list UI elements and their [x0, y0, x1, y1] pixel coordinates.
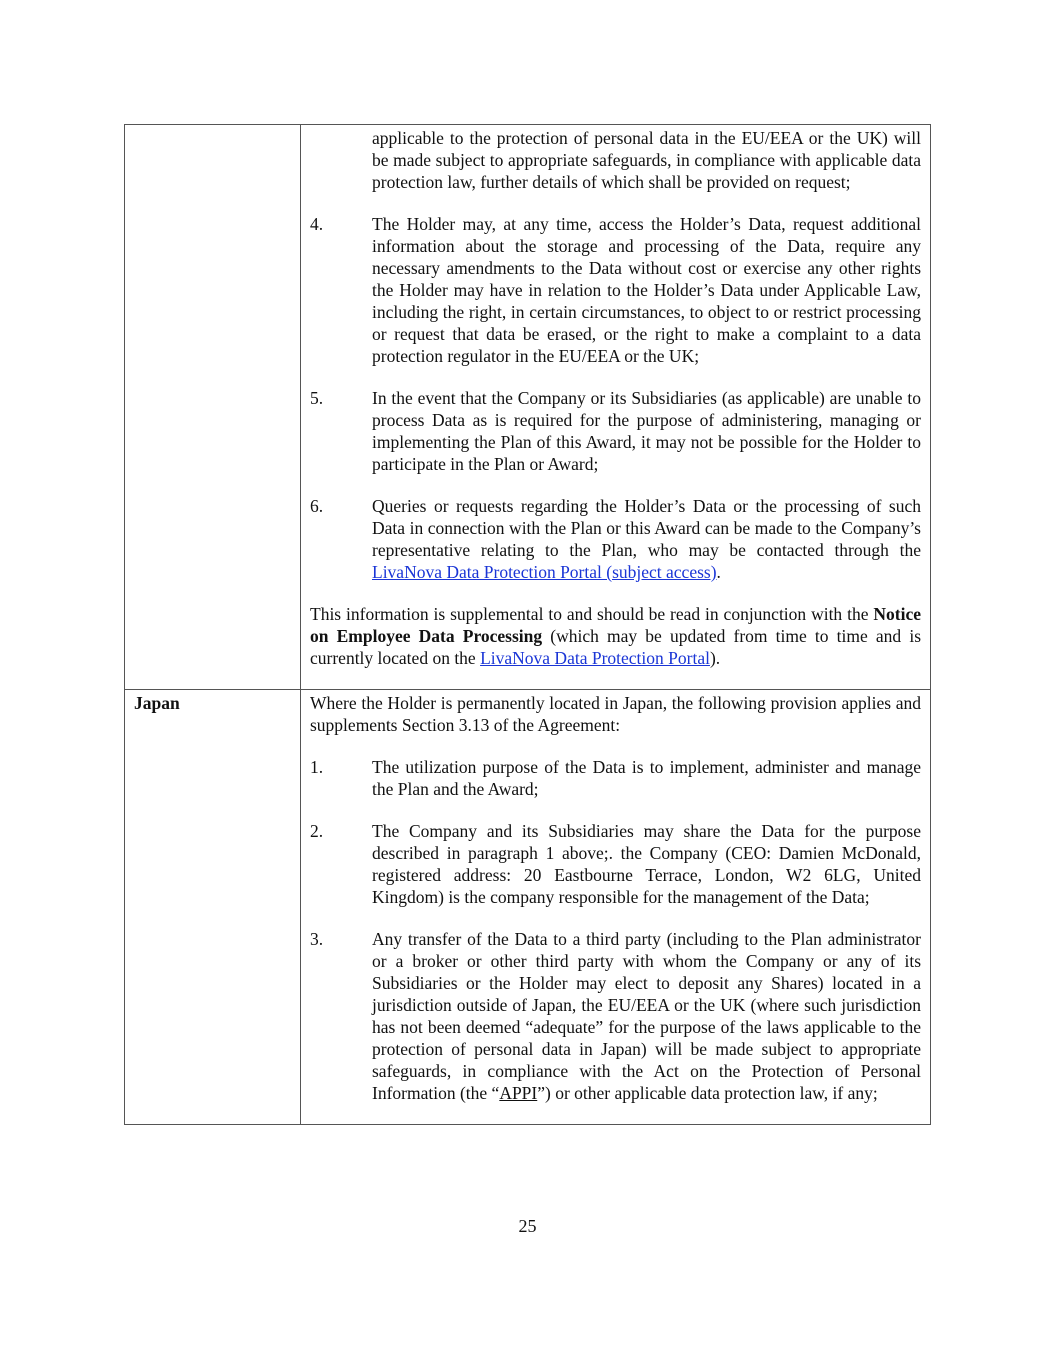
- item-number: 1.: [310, 757, 324, 777]
- country-cell: [125, 125, 301, 690]
- item-number: 4.: [310, 214, 324, 234]
- list-item: [310, 213, 921, 367]
- data-protection-portal-link[interactable]: LivaNova Data Protection Portal: [480, 648, 710, 668]
- list-item: [310, 928, 921, 1104]
- table-row: [125, 125, 931, 690]
- list-item: [310, 387, 921, 475]
- list-item: [310, 756, 921, 800]
- item-number: 6.: [310, 496, 324, 516]
- table-row: [125, 690, 931, 1125]
- item-number: 3.: [310, 929, 324, 949]
- list-item: [310, 820, 921, 908]
- item-text: Any transfer of the Data to a third party (including to the Plan administrator or a broker or other third party with whom the Company or any of its Subsidiaries or the Holder may elect to deposit any Shares) located in a jurisdiction outside of Japan, the EU/EEA or the UK (where such jurisdiction has not been deemed “adequate” for the purpose of the laws applicable to the protection of personal data in Japan) will be made subject to appropriate safeguards, in compliance with the Act on the Protection of Personal Information (the “APPI”) or other applicable data protection law, if any;: [372, 929, 921, 1103]
- provision-cell: [301, 690, 931, 1125]
- continued-paragraph: applicable to the protection of personal data in the EU/EEA or the UK) will be made subject to appropriate safeguards, in compliance with applicable data protection law, further details of which shall be provided on request;: [372, 128, 921, 192]
- country-name: [125, 125, 300, 127]
- item-text: In the event that the Company or its Subsidiaries (as applicable) are unable to process Data as is required for the purpose of administering, managing or implementing the Plan of this Award, it may not be possible for the Holder to participate in the Plan or Award;: [372, 388, 921, 474]
- data-protection-portal-subject-access-link[interactable]: LivaNova Data Protection Portal (subject access): [372, 562, 717, 582]
- item-text: Queries or requests regarding the Holder’s Data or the processing of such Data in connection with the Plan or this Award can be made to the Company’s representative relating to the Plan, who may be contacted through the LivaNova Data Protection Portal (subject access).: [372, 496, 921, 582]
- item-text: The utilization purpose of the Data is to implement, administer and manage the Plan and the Award;: [372, 757, 921, 799]
- intro-paragraph: Where the Holder is permanently located in Japan, the following provision applies and supplements Section 3.13 of the Agreement:: [310, 693, 921, 735]
- appi-abbreviation: APPI: [499, 1083, 538, 1103]
- page-number: 25: [518, 1216, 537, 1236]
- list-item: [310, 495, 921, 583]
- country-name: Japan: [134, 693, 180, 713]
- item-number: 5.: [310, 388, 324, 408]
- item-text: The Holder may, at any time, access the Holder’s Data, request additional information about the storage and processing of the Data, require any necessary amendments to the Data without cost or exercise any other rights the Holder may have in relation to the Holder’s Data under Applicable Law, including the right, in certain circumstances, to object to or restrict processing or request that data be erased, or the right to make a complaint to a data protection regulator in the EU/EEA or the UK;: [372, 214, 921, 366]
- item-text: The Company and its Subsidiaries may share the Data for the purpose described in paragraph 1 above;. the Company (CEO: Damien McDonald, registered address: 20 Eastbourne Terrace, London, W2 6LG, United Kingdom) is the company responsible for the management of the Data;: [372, 821, 921, 907]
- item-number: 2.: [310, 821, 324, 841]
- closing-paragraph: This information is supplemental to and should be read in conjunction with the Notice on Employee Data Processing (which may be updated from time to time and is currently located on the LivaNova Data Protection Portal).: [310, 604, 922, 668]
- country-cell: [125, 690, 301, 1125]
- country-provisions-table: [124, 124, 931, 1125]
- notice-title: Notice on Employee Data Processing: [310, 604, 921, 646]
- provision-cell: [301, 125, 931, 690]
